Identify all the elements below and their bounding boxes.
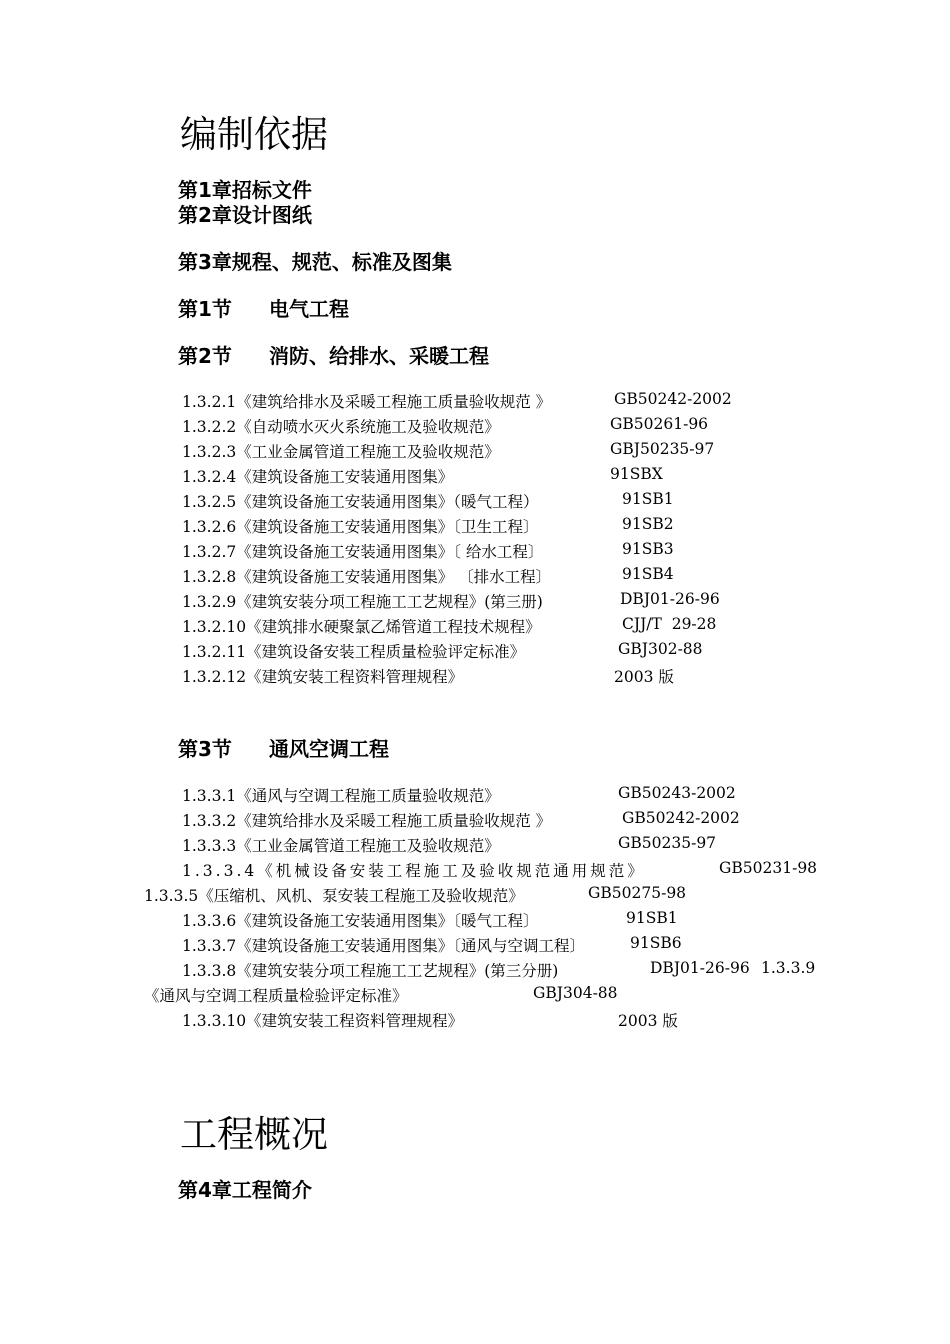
standard-name: 1.3.2.11《建筑设备安装工程质量检验评定标准》 bbox=[182, 643, 526, 661]
section-number: 第1节 bbox=[178, 297, 232, 321]
standard-code: CJJ/T 29-28 bbox=[622, 615, 717, 633]
standard-name: 1.3.3.6《建筑设备施工安装通用图集》〔暖气工程〕 bbox=[182, 912, 539, 930]
standard-code: 91SB1 bbox=[622, 490, 674, 508]
standard-code: DBJ01-26-96 bbox=[620, 590, 720, 608]
section-title: 电气工程 bbox=[269, 297, 349, 321]
standard-code: 91SB2 bbox=[622, 515, 674, 533]
standard-name: 1.3.2.9《建筑安装分项工程施工工艺规程》(第三册) bbox=[182, 593, 543, 611]
section-hvac bbox=[178, 733, 389, 762]
section-number: 第3节 bbox=[178, 737, 232, 761]
section-title: 通风空调工程 bbox=[269, 737, 389, 761]
heading-basis: 编制依据 bbox=[180, 113, 328, 156]
standard-code: GB50242-2002 bbox=[622, 809, 740, 827]
section-electrical bbox=[178, 293, 349, 322]
standard-code: 91SB4 bbox=[622, 565, 674, 583]
chapter-3: 第3章规程、规范、标准及图集 bbox=[178, 250, 452, 274]
standard-name: 1.3.2.7《建筑设备施工安装通用图集》〔 给水工程〕 bbox=[182, 543, 544, 561]
standard-name: 1.3.3.7《建筑设备施工安装通用图集》〔通风与空调工程〕 bbox=[182, 937, 585, 955]
standard-name: 1.3.3.10《建筑安装工程资料管理规程》 bbox=[182, 1012, 464, 1030]
chapter-2: 第2章设计图纸 bbox=[178, 203, 312, 227]
standard-name: 1.3.2.2《自动喷水灭火系统施工及验收规范》 bbox=[182, 418, 500, 436]
standard-name: 1.3.3.8《建筑安装分项工程施工工艺规程》(第三分册) bbox=[182, 962, 559, 980]
section-number: 第2节 bbox=[178, 344, 232, 368]
standard-code: DBJ01-26-96 bbox=[650, 959, 750, 977]
standard-name: 1.3.2.6《建筑设备施工安装通用图集》〔卫生工程〕 bbox=[182, 518, 539, 536]
standard-code: 91SBX bbox=[610, 465, 663, 483]
standard-name: 《通风与空调工程质量检验评定标准》 bbox=[144, 987, 408, 1005]
standard-name: 1.3.3.3《工业金属管道工程施工及验收规范》 bbox=[182, 837, 500, 855]
standard-name: 1.3.2.3《工业金属管道工程施工及验收规范》 bbox=[182, 443, 500, 461]
heading-overview: 工程概况 bbox=[180, 1113, 328, 1156]
standard-name: 1.3.2.12《建筑安装工程资料管理规程》 bbox=[182, 668, 464, 686]
standard-code: GBJ302-88 bbox=[618, 640, 703, 658]
standard-code: 2003 版 bbox=[618, 1012, 678, 1030]
standard-code: GB50242-2002 bbox=[614, 390, 732, 408]
standard-code: 91SB3 bbox=[622, 540, 674, 558]
standard-code: 91SB6 bbox=[630, 934, 682, 952]
standard-code: GBJ50235-97 bbox=[610, 440, 715, 458]
standard-name: 1.3.2.8《建筑设备施工安装通用图集》 〔排水工程〕 bbox=[182, 568, 552, 586]
standard-number-continued: 1.3.3.9 bbox=[761, 959, 816, 977]
standard-name: 1.3.2.4《建筑设备施工安装通用图集》 bbox=[182, 468, 454, 486]
standard-code: GB50275-98 bbox=[588, 884, 687, 902]
standard-name: 1.3.3.5《压缩机、风机、泵安装工程施工及验收规范》 bbox=[144, 887, 524, 905]
standard-code: 2003 版 bbox=[614, 668, 674, 686]
standard-name: 1.3.3.4《机械设备安装工程施工及验收规范通用规范》 bbox=[182, 862, 646, 880]
chapter-4: 第4章工程简介 bbox=[178, 1178, 312, 1202]
standard-name: 1.3.3.2《建筑给排水及采暖工程施工质量验收规范 》 bbox=[182, 812, 552, 830]
standard-code: GB50243-2002 bbox=[618, 784, 736, 802]
standard-code: GB50235-97 bbox=[618, 834, 717, 852]
standard-code: GB50261-96 bbox=[610, 415, 709, 433]
standard-code: 91SB1 bbox=[626, 909, 678, 927]
standard-name: 1.3.2.1《建筑给排水及采暖工程施工质量验收规范 》 bbox=[182, 393, 552, 411]
standard-name: 1.3.3.1《通风与空调工程施工质量验收规范》 bbox=[182, 787, 500, 805]
standard-code: GBJ304-88 bbox=[533, 984, 618, 1002]
standard-name: 1.3.2.5《建筑设备施工安装通用图集》（暖气工程） bbox=[182, 493, 539, 511]
chapter-1: 第1章招标文件 bbox=[178, 178, 312, 202]
section-fire-water bbox=[178, 340, 489, 369]
standard-code: GB50231-98 bbox=[719, 859, 818, 877]
section-title: 消防、给排水、采暖工程 bbox=[269, 344, 489, 368]
standard-name: 1.3.2.10《建筑排水硬聚氯乙烯管道工程技术规程》 bbox=[182, 618, 541, 636]
